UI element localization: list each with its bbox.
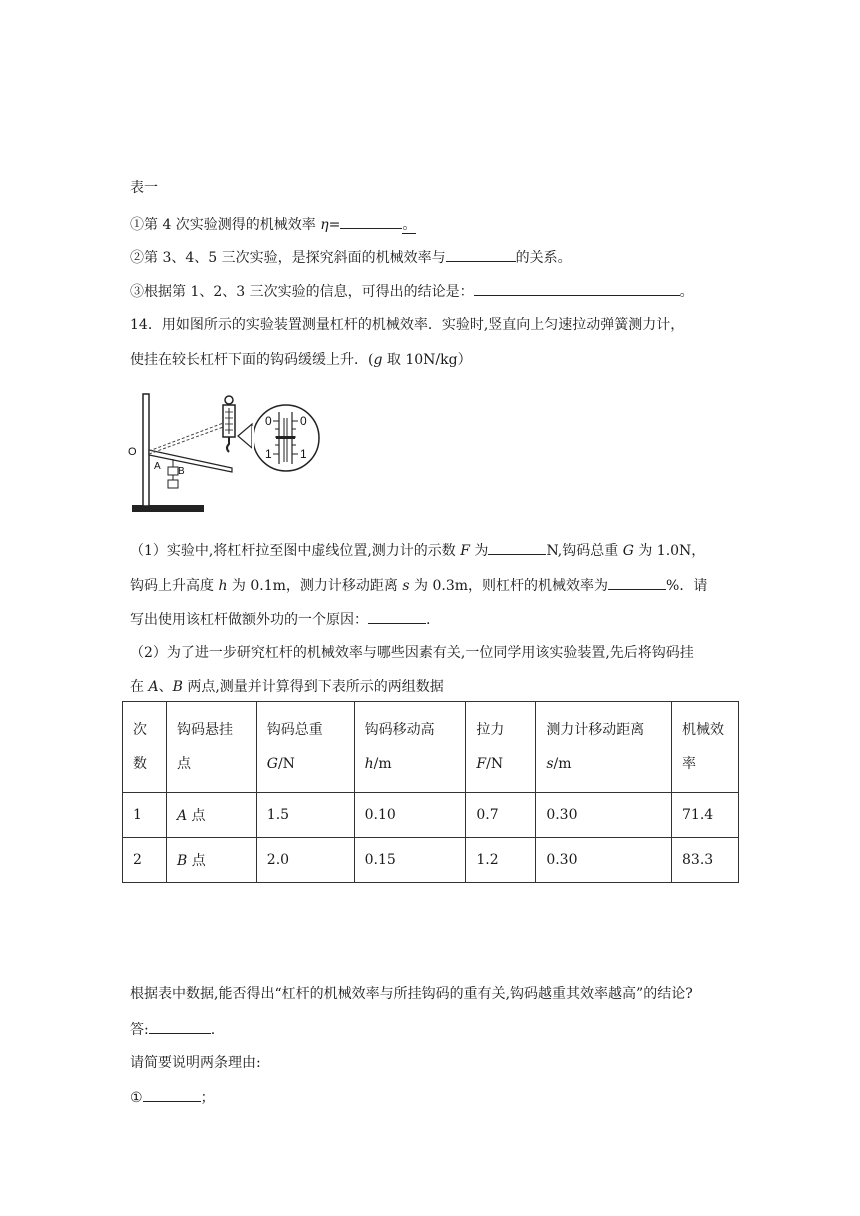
table-row: 1 A 点 1.5 0.10 0.7 0.30 71.4 [123,793,739,838]
scale-pointer [276,436,295,439]
answer-blank[interactable] [149,1019,211,1034]
q14-reason-prompt: 请简要说明两条理由: [130,1055,261,1071]
table-header-row [123,702,739,793]
weight [168,480,178,488]
answer-blank[interactable] [340,214,402,229]
scale-label-0-right: 0 [300,414,307,428]
q14-part1-line3: 写出使用该杠杆做额外功的一个原因： . [130,609,430,630]
header-cell: 次 数 [123,702,167,793]
q14-part2-line2: 在 A、B 两点,测量并计算得到下表所示的两组数据 [130,679,444,695]
header-cell: 机械效 率 [672,702,739,793]
answer-blank[interactable] [368,609,426,624]
label-a: A [154,461,161,472]
lever-bar [149,450,232,472]
answer-blank[interactable] [488,540,546,555]
q13-item-1: ①第 4 次实验测得的机械效率 η= 。 [130,214,416,235]
q14-question: 根据表中数据,能否得出“杠杆的机械效率与所挂钩码的重有关,钩码越重其效率越高”的结论? [130,986,693,1002]
label-o: O [128,446,137,458]
stand-pole [143,394,149,506]
answer-blank[interactable] [446,247,516,262]
q14-stem-line2: 使挂在较长杠杆下面的钩码缓缓上升．(g 取 10N/kg） [130,352,472,368]
q13-item-2: ②第 3、4、5 三次实验，是探究斜面的机械效率与 的关系。 [130,247,572,268]
header-cell: 测力计移动距离 s/m [536,702,672,793]
q14-part2-line1: （2）为了进一步研究杠杆的机械效率与哪些因素有关,一位同学用该实验装置,先后将钩码挂 [130,645,694,661]
answer-blank[interactable] [608,575,666,590]
header-cell: 拉力 F/N [466,702,536,793]
data-table [122,701,739,883]
label-b: B [178,466,185,477]
table-row: 2 B 点 2.0 0.15 1.2 0.30 83.3 [123,838,739,883]
answer-blank[interactable] [143,1087,201,1102]
table-caption: 表一 [130,180,158,196]
q14-reason-1: ① ； [130,1087,215,1108]
q14-answer-line: 答: . [130,1019,215,1040]
header-cell: 钩码移动高 h/m [354,702,466,793]
weight [168,467,178,475]
scale-label-0-left: 0 [265,414,272,428]
header-cell: 钩码总重 G/N [256,702,354,793]
lever-apparatus-figure [128,388,328,520]
scale-label-1-left: 1 [265,447,272,461]
q14-part1-line1: （1）实验中,将杠杆拉至图中虚线位置,测力计的示数 F 为 N,钩码总重 G 为 1.0N， [130,540,705,561]
q13-item-3: ③根据第 1、2、3 三次实验的信息，可得出的结论是： 。 [130,281,694,302]
scale-label-1-right: 1 [300,447,307,461]
q14-stem-line1: 14．用如图所示的实验装置测量杠杆的机械效率．实验时,竖直向上匀速拉动弹簧测力计， [130,317,685,333]
answer-blank[interactable] [474,281,680,296]
q14-part1-line2: 钩码上升高度 h 为 0.1m，测力计移动距离 s 为 0.3m，则杠杆的机械效率为 %．请 [130,575,707,596]
header-cell: 钩码悬挂 点 [166,702,256,793]
